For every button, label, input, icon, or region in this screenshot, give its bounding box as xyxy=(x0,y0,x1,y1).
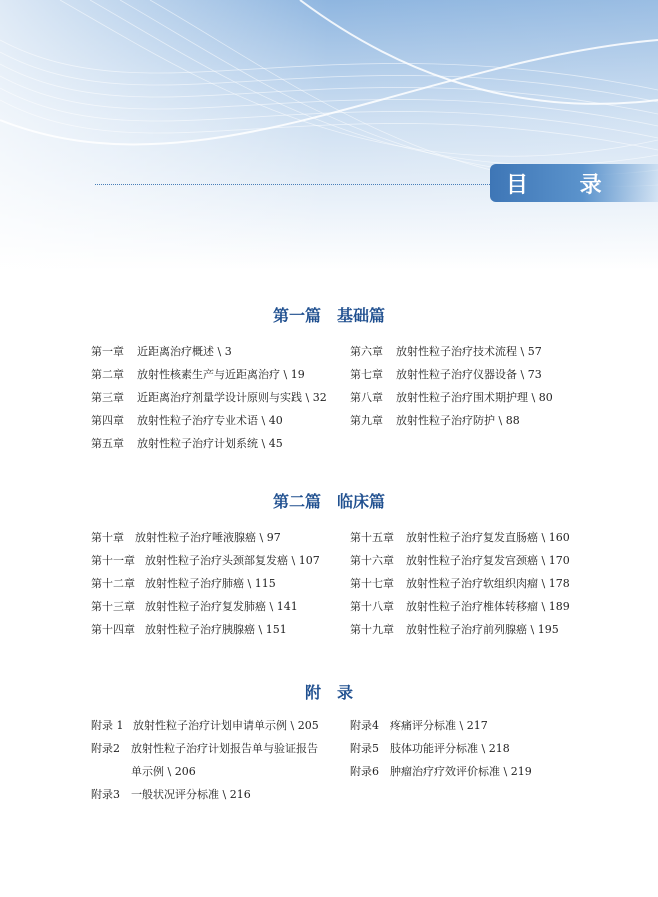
chapter-title: 放射性核素生产与近距离治疗 \ 19 xyxy=(137,368,305,381)
appendix-label: 附录6 xyxy=(350,765,379,778)
appendix-label: 附录5 xyxy=(350,742,379,755)
chapter-title: 放射性粒子治疗复发宫颈癌 \ 170 xyxy=(406,554,570,567)
appendix-label: 附录 1 xyxy=(91,719,124,732)
toc-entry[interactable] xyxy=(91,435,283,451)
section-title-basic: 第一篇 基础篇 xyxy=(272,306,385,325)
toc-entry[interactable] xyxy=(350,412,520,428)
header-dotted-rule xyxy=(95,184,490,185)
chapter-label: 第五章 xyxy=(91,437,124,450)
appendix-label: 附录3 xyxy=(91,788,120,801)
toc-entry[interactable] xyxy=(350,621,559,637)
chapter-title: 放射性粒子治疗计划系统 \ 45 xyxy=(137,437,283,450)
toc-entry[interactable] xyxy=(350,552,570,568)
chapter-label: 第三章 xyxy=(91,391,124,404)
toc-entry[interactable] xyxy=(350,717,488,733)
chapter-label: 第十四章 xyxy=(91,623,135,636)
toc-entry[interactable] xyxy=(350,389,553,405)
chapter-title: 放射性粒子治疗软组织肉瘤 \ 178 xyxy=(406,577,570,590)
banner-wave-graphic xyxy=(0,0,658,270)
chapter-label: 第十二章 xyxy=(91,577,135,590)
chapter-label: 第十章 xyxy=(91,531,124,544)
chapter-title: 放射性粒子治疗技术流程 \ 57 xyxy=(396,345,542,358)
toc-entry[interactable] xyxy=(91,717,319,733)
toc-entry[interactable] xyxy=(91,598,298,614)
chapter-label: 第一章 xyxy=(91,345,124,358)
chapter-title: 放射性粒子治疗防护 \ 88 xyxy=(396,414,520,427)
chapter-title: 放射性粒子治疗复发肺癌 \ 141 xyxy=(145,600,298,613)
header-banner xyxy=(0,0,658,270)
toc-entry[interactable] xyxy=(91,389,327,405)
chapter-title: 放射性粒子治疗围术期护理 \ 80 xyxy=(396,391,553,404)
toc-entry[interactable] xyxy=(91,786,251,802)
chapter-title: 放射性粒子治疗复发直肠癌 \ 160 xyxy=(406,531,570,544)
appendix-title: 放射性粒子治疗计划报告单与验证报告 xyxy=(131,742,318,755)
chapter-title: 放射性粒子治疗前列腺癌 \ 195 xyxy=(406,623,559,636)
chapter-title: 近距离治疗剂量学设计原则与实践 \ 32 xyxy=(137,391,327,404)
toc-entry[interactable] xyxy=(91,621,287,637)
appendix-title: 放射性粒子治疗计划申请单示例 \ 205 xyxy=(133,719,319,732)
chapter-label: 第八章 xyxy=(350,391,383,404)
toc-entry[interactable] xyxy=(91,740,318,756)
toc-entry-continuation[interactable] xyxy=(91,763,196,779)
chapter-label: 第十八章 xyxy=(350,600,394,613)
chapter-title: 放射性粒子治疗肺癌 \ 115 xyxy=(145,577,276,590)
chapter-label: 第四章 xyxy=(91,414,124,427)
chapter-title: 放射性粒子治疗椎体转移瘤 \ 189 xyxy=(406,600,570,613)
toc-entry[interactable] xyxy=(91,412,283,428)
toc-entry[interactable] xyxy=(91,366,305,382)
chapter-label: 第二章 xyxy=(91,368,124,381)
toc-entry[interactable] xyxy=(350,598,570,614)
chapter-label: 第十一章 xyxy=(91,554,135,567)
chapter-label: 第十五章 xyxy=(350,531,394,544)
chapter-title: 放射性粒子治疗唾液腺癌 \ 97 xyxy=(135,531,281,544)
toc-entry[interactable] xyxy=(350,575,570,591)
chapter-title: 放射性粒子治疗胰腺癌 \ 151 xyxy=(145,623,287,636)
toc-entry[interactable] xyxy=(91,552,320,568)
section-title-appendix: 附 录 xyxy=(304,683,353,702)
chapter-title: 放射性粒子治疗仪器设备 \ 73 xyxy=(396,368,542,381)
chapter-label: 第十七章 xyxy=(350,577,394,590)
chapter-label: 第九章 xyxy=(350,414,383,427)
toc-entry[interactable] xyxy=(350,740,510,756)
chapter-label: 第十九章 xyxy=(350,623,394,636)
appendix-title: 疼痛评分标准 \ 217 xyxy=(390,719,488,732)
appendix-title: 单示例 \ 206 xyxy=(131,765,196,778)
section-title-clinical: 第二篇 临床篇 xyxy=(272,492,385,511)
appendix-title: 肿瘤治疗疗效评价标准 \ 219 xyxy=(390,765,532,778)
toc-entry[interactable] xyxy=(350,366,542,382)
appendix-label: 附录2 xyxy=(91,742,120,755)
appendix-title: 肢体功能评分标准 \ 218 xyxy=(390,742,510,755)
toc-entry[interactable] xyxy=(91,529,281,545)
chapter-label: 第七章 xyxy=(350,368,383,381)
toc-title-box xyxy=(490,164,658,202)
page-title: 目 录 xyxy=(506,173,624,198)
toc-entry[interactable] xyxy=(350,343,542,359)
chapter-label: 第十六章 xyxy=(350,554,394,567)
toc-entry[interactable] xyxy=(350,529,570,545)
chapter-title: 放射性粒子治疗专业术语 \ 40 xyxy=(137,414,283,427)
toc-entry[interactable] xyxy=(91,343,232,359)
appendix-title: 一般状况评分标准 \ 216 xyxy=(131,788,251,801)
toc-entry[interactable] xyxy=(91,575,276,591)
chapter-title: 放射性粒子治疗头颈部复发癌 \ 107 xyxy=(145,554,320,567)
toc-entry[interactable] xyxy=(350,763,532,779)
chapter-label: 第六章 xyxy=(350,345,383,358)
chapter-label: 第十三章 xyxy=(91,600,135,613)
appendix-label: 附录4 xyxy=(350,719,379,732)
chapter-title: 近距离治疗概述 \ 3 xyxy=(137,345,232,358)
